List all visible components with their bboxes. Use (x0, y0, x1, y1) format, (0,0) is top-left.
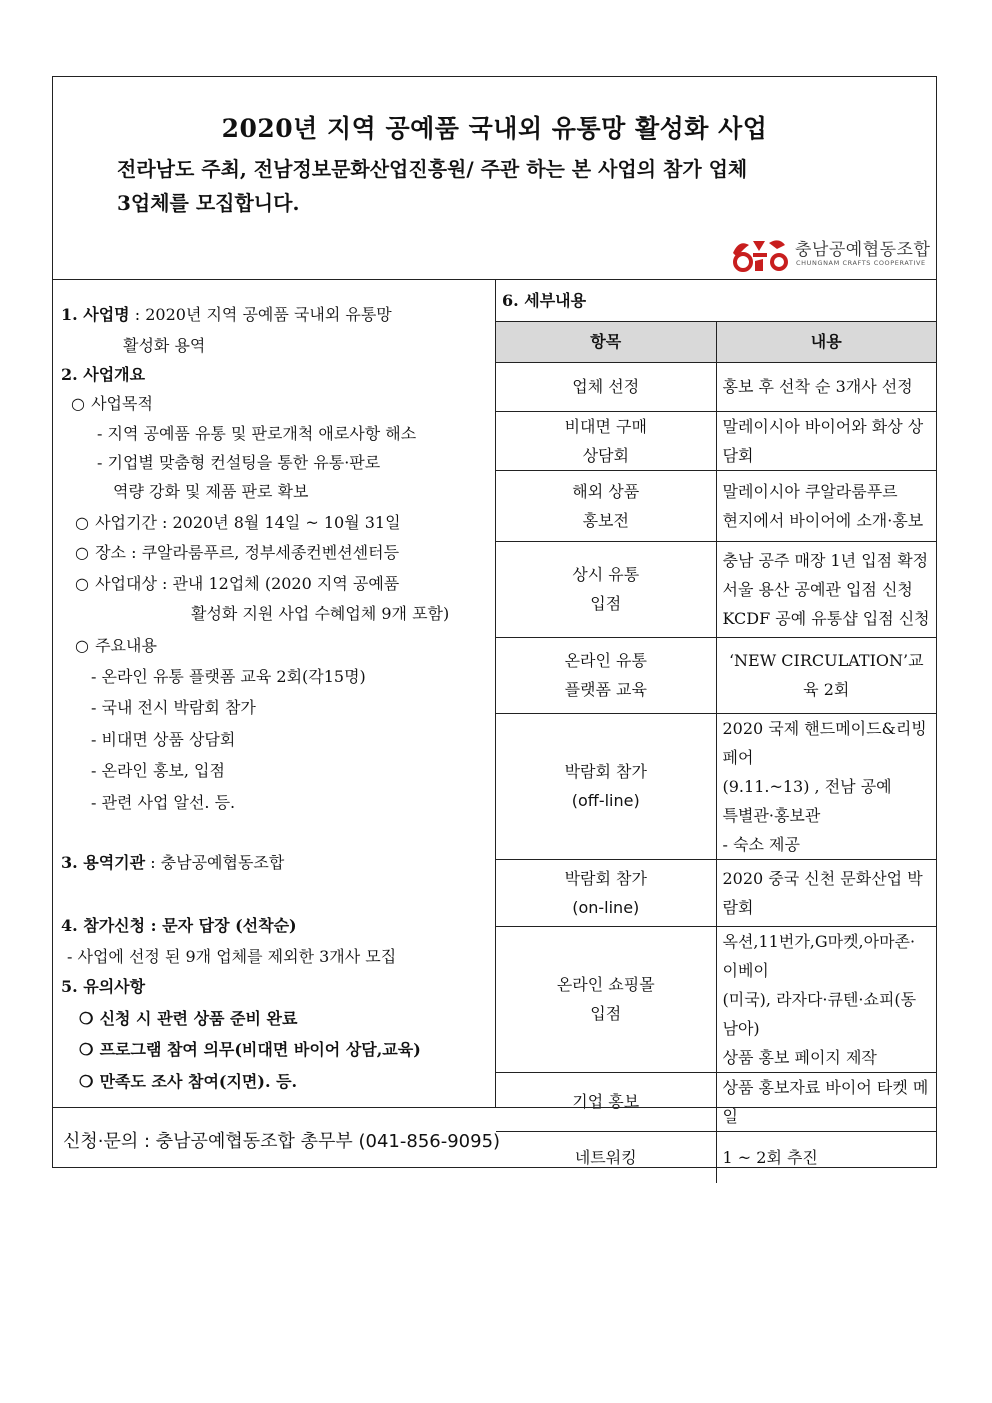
caution-item (79, 1006, 297, 1029)
row-item (496, 541, 716, 637)
section-1-value: : 2020년 지역 공예품 국내외 유통망 (129, 305, 392, 324)
purpose-item: - 기업별 맞춤형 컨설팅을 통한 유통·판로 (97, 453, 381, 472)
row-item-line: 해외 상품 (572, 481, 640, 501)
row-item (496, 411, 716, 470)
table-row (496, 859, 936, 926)
column-header-content: 내용 (716, 321, 936, 362)
row-content-line: 충남 공주 매장 1년 입점 확정 (722, 550, 929, 570)
details-header-row (496, 321, 936, 362)
row-item (496, 859, 716, 926)
row-item-line: 온라인 쇼핑몰 (556, 975, 655, 994)
row-item (496, 926, 716, 1072)
subtitle-line-1: 전라남도 주최, 전남정보문화산업진흥원/ 주관 하는 본 사업의 참가 업체 (117, 157, 748, 181)
period (75, 510, 401, 533)
purpose-heading (71, 391, 153, 414)
row-item (496, 362, 716, 411)
row-content-line: KCDF 공예 유통샵 입점 신청 (722, 608, 930, 628)
row-content-line: 특별관·홍보관 (722, 805, 821, 825)
table-row (496, 637, 936, 713)
table-row (496, 541, 936, 637)
row-item-line: 상담회 (582, 445, 629, 465)
header (53, 77, 936, 280)
purpose-item: 역량 강화 및 제품 판로 확보 (113, 482, 309, 501)
row-item-line: 네트워킹 (574, 1147, 637, 1167)
row-item-line: 박람회 참가 (564, 762, 647, 781)
row-content-line: 서울 용산 공예관 입점 신청 (722, 579, 913, 599)
main-heading (75, 633, 157, 656)
row-item-line: (on-line) (572, 897, 640, 917)
section-1-label: 1. 사업명 (61, 305, 130, 324)
caution-item (79, 1037, 421, 1060)
circle-bullet-icon: ○ (75, 574, 89, 593)
row-content-line: 2020 중국 신천 문화산업 박람회 (722, 868, 923, 917)
row-content-line: 2020 국제 핸드메이드&리빙페어 (722, 718, 927, 767)
row-item-line: 입점 (590, 594, 622, 613)
subtitle-line-2: 3업체를 모집합니다. (117, 191, 300, 215)
row-item-line: 업체 선정 (572, 377, 640, 396)
row-content-line: 상품 홍보자료 바이어 타켓 메일 (722, 1077, 929, 1126)
bold-circle-bullet-icon: ❍ (79, 1009, 94, 1028)
row-item-line: 입점 (590, 1004, 622, 1023)
place-text: 장소 : 쿠알라룸푸르, 정부세종컨벤션센터등 (95, 543, 400, 562)
row-item-line: 기업 홍보 (572, 1092, 640, 1111)
section-4-note: - 사업에 선정 된 9개 업체를 제외한 3개사 모집 (67, 947, 397, 966)
target-text: 사업대상 : 관내 12업체 (2020 지역 공예품 (95, 574, 400, 593)
table-row (496, 362, 936, 411)
footer (53, 1107, 936, 1168)
section-1 (61, 302, 392, 325)
row-content (716, 713, 936, 859)
main-item: - 온라인 홍보, 입점 (91, 761, 225, 780)
row-item-line: 비대면 구매 (564, 416, 647, 436)
column-header-item: 항목 (496, 321, 716, 362)
purpose-item: - 지역 공예품 유통 및 판로개척 애로사항 해소 (97, 424, 417, 443)
row-content-line: (미국), 라자다·큐텐·쇼피(동남아) (722, 989, 917, 1038)
caution-text: 프로그램 참여 의무(비대면 바이어 상담,교육) (99, 1040, 421, 1059)
row-content (716, 637, 936, 713)
period-text: 사업기간 : 2020년 8월 14일 ~ 10월 31일 (95, 513, 401, 532)
row-item (496, 637, 716, 713)
row-content (716, 362, 936, 411)
notice-frame (52, 76, 937, 1168)
row-item (496, 713, 716, 859)
row-item (496, 470, 716, 541)
logo-mark-icon (729, 235, 789, 273)
row-content-line: 상품 홍보 페이지 제작 (722, 1047, 877, 1067)
details-column (496, 280, 936, 1167)
caution-item (79, 1069, 297, 1092)
section-3-value: : 충남공예협동조합 (145, 853, 285, 872)
row-item-line: 플랫폼 교육 (564, 680, 647, 699)
row-item-line: 온라인 유통 (564, 651, 647, 670)
bold-circle-bullet-icon: ❍ (79, 1040, 94, 1059)
logo (729, 233, 933, 277)
logo-name: 충남공예협동조합 (795, 240, 931, 260)
circle-bullet-icon: ○ (75, 513, 89, 532)
logo-english-name: CHUNGNAM CRAFTS COOPERATIVE (796, 259, 926, 267)
bold-circle-bullet-icon: ❍ (79, 1072, 94, 1091)
section-3 (61, 850, 284, 873)
row-content-line: - 숙소 제공 (722, 834, 800, 854)
row-content-line: 말레이시아 쿠알라룸푸르 (722, 481, 898, 501)
details-caption: 6. 세부내용 (496, 280, 936, 321)
page-title: 2020년 지역 공예품 국내외 유통망 활성화 사업 (221, 114, 768, 143)
row-content-line: ‘NEW CIRCULATION’교육 2회 (728, 651, 924, 699)
section-4-label: 4. 참가신청 : 문자 답장 (선착순) (61, 916, 297, 935)
table-row (496, 470, 936, 541)
details-caption-row (496, 280, 936, 321)
table-row (496, 926, 936, 1072)
row-content-line: 홍보 후 선착 순 3개사 선정 (722, 377, 913, 396)
main-item: - 국내 전시 박람회 참가 (91, 698, 256, 717)
section-1-value-cont: 활성화 용역 (123, 336, 206, 355)
target (75, 571, 399, 594)
row-content-line: 1 ~ 2회 추진 (722, 1147, 818, 1167)
place (75, 540, 399, 563)
row-content-line: 현지에서 바이어에 소개·홍보 (722, 510, 924, 530)
caution-text: 만족도 조사 참여(지면). 등. (99, 1072, 298, 1091)
main-label: 주요내용 (95, 636, 157, 655)
main-item: - 온라인 유통 플랫폼 교육 2회(각15명) (91, 667, 366, 686)
row-content-line: 말레이시아 바이어와 화상 상담회 (722, 416, 924, 465)
row-content (716, 411, 936, 470)
overview-column (53, 280, 494, 1107)
caution-text: 신청 시 관련 상품 준비 완료 (99, 1009, 298, 1028)
row-content-line: 옥션,11번가,G마켓,아마존·이베이 (722, 931, 916, 980)
section-2-label: 2. 사업개요 (61, 365, 146, 384)
circle-bullet-icon: ○ (75, 636, 89, 655)
row-content-line: (9.11.~13) , 전남 공예 (722, 776, 892, 796)
row-item-line: 박람회 참가 (564, 868, 647, 888)
row-content (716, 926, 936, 1072)
row-item-line: 홍보전 (582, 510, 629, 530)
main-item: - 관련 사업 알선. 등. (91, 793, 236, 812)
circle-bullet-icon: ○ (75, 543, 89, 562)
row-content (716, 859, 936, 926)
table-row (496, 411, 936, 470)
details-table (496, 280, 936, 1183)
row-item-line: (off-line) (571, 791, 640, 810)
section-3-label: 3. 용역기관 (61, 853, 146, 872)
main-item: - 비대면 상품 상담회 (91, 730, 236, 749)
contact-info: 신청·문의 : 충남공예협동조합 총무부 (041-856-9095) (63, 1131, 501, 1152)
target-cont: 활성화 지원 사업 수혜업체 9개 포함) (191, 604, 450, 623)
section-5-label: 5. 유의사항 (61, 977, 146, 996)
row-content (716, 470, 936, 541)
circle-bullet-icon: ○ (71, 394, 85, 413)
row-item-line: 상시 유통 (572, 565, 640, 584)
purpose-label: 사업목적 (91, 394, 153, 413)
table-row (496, 713, 936, 859)
row-content (716, 541, 936, 637)
